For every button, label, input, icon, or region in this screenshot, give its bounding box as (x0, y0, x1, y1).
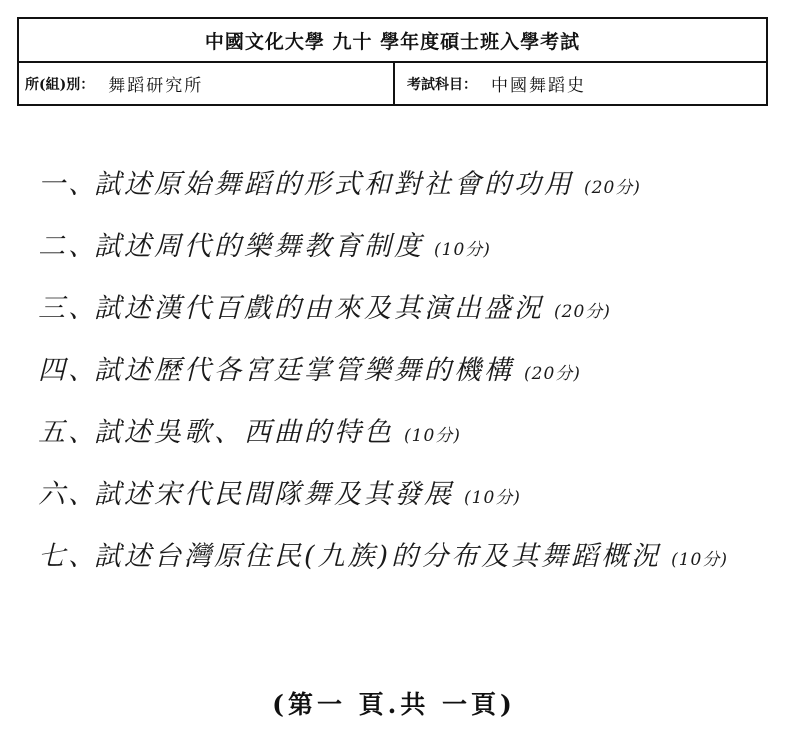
question-number: 五、 (38, 417, 98, 448)
question-number: 三、 (38, 293, 98, 324)
question-text: 試述宋代民間隊舞及其發展 (94, 479, 454, 510)
question-number: 四、 (38, 355, 98, 386)
question-item (38, 224, 758, 286)
question-item (38, 162, 758, 224)
subject-value: 中國舞蹈史 (491, 76, 586, 96)
page-number: (第一 頁.共 一頁) (272, 690, 516, 719)
question-number: 七、 (38, 541, 98, 572)
subject-label: 考試科目： (407, 76, 477, 93)
department-value: 舞蹈研究所 (108, 76, 204, 96)
department-label: 所(組)別： (25, 76, 95, 93)
question-number: 六、 (38, 479, 98, 510)
department-cell (19, 71, 393, 96)
question-item (38, 472, 758, 534)
question-points: (20分) (524, 364, 581, 384)
exam-header-table (17, 17, 768, 106)
exam-info-row (19, 63, 766, 104)
question-item (38, 534, 758, 596)
question-list (38, 162, 758, 596)
question-text: 試述歷代各宮廷掌管樂舞的機構 (94, 355, 514, 386)
question-points: (10分) (464, 488, 521, 508)
question-points: (20分) (584, 178, 641, 198)
question-text: 試述原始舞蹈的形式和對社會的功用 (94, 169, 574, 200)
question-item (38, 348, 758, 410)
question-item (38, 286, 758, 348)
question-points: (10分) (404, 426, 461, 446)
question-text: 試述台灣原住民(九族)的分布及其舞蹈概況 (94, 541, 662, 572)
exam-title: 中國文化大學 九十 學年度碩士班入學考試 (19, 19, 766, 63)
question-points: (10分) (434, 240, 491, 260)
question-points: (20分) (554, 302, 611, 322)
question-number: 二、 (38, 231, 98, 262)
question-text: 試述吳歌、西曲的特色 (94, 417, 394, 448)
question-points: (10分) (671, 550, 728, 570)
question-text: 試述漢代百戲的由來及其演出盛況 (94, 293, 544, 324)
subject-cell (393, 63, 766, 104)
question-text: 試述周代的樂舞教育制度 (94, 231, 424, 262)
question-item (38, 410, 758, 472)
question-number: 一、 (38, 169, 98, 200)
